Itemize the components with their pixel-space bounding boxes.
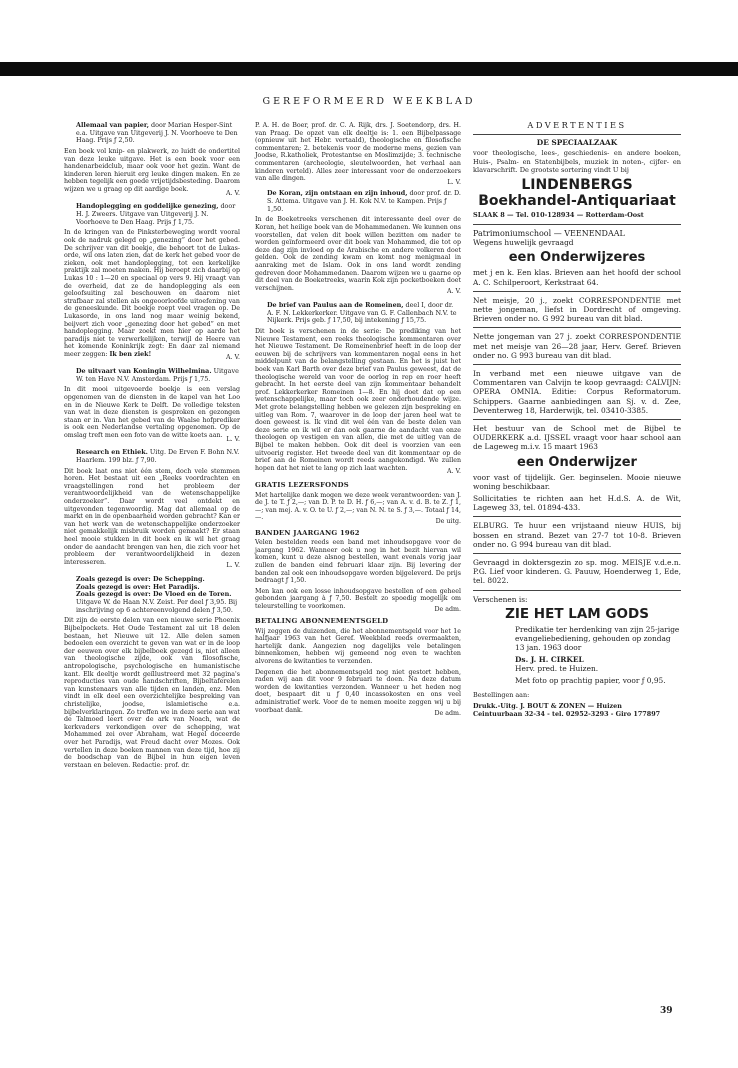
review-zoals-gezegd [64,576,240,769]
review-text: Dit boek is verschenen in de serie: De prediking van het Nieuwe Testament, een reeks theologische kommentaren over het Nieuwe Testament. De Romeinenbrief heeft in de loop der eeuwen bij de schrijvers van kommentaren nogal eens in het middelpunt van de belangstelling gestaan. En het is juist het boek van Karl Barth over deze brief van Paulus geweest, dat de theologische wereld van voor de oorlog in rep en roer heeft gebracht. In het eerste deel van zijn kommentaar behandelt prof. Lekkerkerker Romeinen 1—8. En hij doet dat op een wetenschappelijke, maar toch ook zeer onderhoudende wijze. Met grote belangstelling hebben we gelezen zijn bespreking en uitleg van Rom. 7, waarover in de loop der jaren heel wat te doen geweest is. Ik vind dit wel één van de beste delen van deze serie en ik wil er dan ook gaarne de aandacht van onze theologen op vestigen en van allen, die met de uitleg van de Bijbel te maken hebben. Ook dit deel is voorzien van een uitvoerig register. Het tweede deel van dit kommentaar op de brief aan de Romeinen wordt reeds aangekondigd. We zullen hopen dat het niet te lang op zich laat wachten. [255,328,461,472]
ad-shop-subtitle: Boekhandel-Antiquariaat [478,193,676,210]
section-heading-banden: BANDEN JAARGANG 1962 [255,528,360,537]
review-signature: A. V. [447,468,461,476]
review-signature: L. V. [226,562,240,570]
ad-heading: een Onderwijzer [517,454,637,470]
divider [473,224,681,225]
divider [473,553,681,554]
review-meta: door Marian Hesper-Sint e.a. Uitgave van Uitgeverij J. N. Voorhoeve te Den Haag. Prijs ƒ 2,50. [76,121,238,145]
ad-address: SLAAK 8 — Tel. 010-128934 — Rotterdam-Oost [473,211,644,220]
ad-extra: Met foto op prachtig papier, voor ƒ 0,95. [515,675,666,685]
ad-heading: een Onderwijzeres [508,250,646,266]
review-text-end: Ik ben ziek! [109,350,152,358]
review-meta: Uitgave W. de Haan N.V. Zeist. Per deel ƒ 3,95. Bij inschrijving op 6 achtereenvolgend delen ƒ 3,50. [76,598,238,614]
column-2 [255,122,461,722]
ad-text: voor theologische, lees-, geschiedenis- en andere boeken, Huis-, Psalm- en Statenbijbels, muziek in noten-, cijfer- en klavarschrift. De grootste sortering vindt U bij [473,149,681,174]
ad-heading: ZIE HET LAM GODS [505,605,649,622]
section-signature: De adm. [434,710,461,718]
ad-printer-contact: Ceintuurbaan 32-34 - tel. 02952-3293 - Giro 177897 [473,710,661,719]
ad-zie-het-lam-gods [473,595,681,718]
column-1 [64,122,240,775]
review-title-2: Zoals gezegd is over: Het Paradijs. [76,582,200,591]
divider [473,590,681,591]
review-title: Research en Ethiek. [76,448,148,457]
section-text: Wij zeggen de duizenden, die het abonnementsgeld voor het 1e halfjaar 1963 van het Geref. Weekblad reeds overmaakten, hartelijk dank. Aangezien nog dagelijks vele betalingen binnenkomen, hebben wij gemeend nog even te wachten alvorens de kwitanties te verzenden. [255,627,461,666]
review-signature: A. V. [226,189,240,197]
review-text: Dit boek laat ons niet één stem, doch vele stemmen horen. Het bestaat uit een „Reeks voordrachten en vraagstellingen rond het probleem der verantwoordelijkheid van de wetenschappelijke onderzoeker”. Daar wordt veel ontdekt en uitgevonden tegenwoordig. Mag dat allemaal op de markt en in de openbaarheid worden gebracht? Kan er van het werk van de wetenschappelijke onderzoeker niet gemakkelijk misbruik worden gemaakt? Er staan heel mooie stukken in dit boek en ik wil het graag onder de aandacht brengen van hen, die zich voor het probleem der verantwoordelijkheid in dezen interesseren. [64,467,240,566]
ad-text: met j en k. Een klas. Brieven aan het hoofd der school A. C. Schilperoort, Kerkstraat 64. [473,268,681,287]
review-meta: door H. J. Zweers. Uitgave van Uitgeverij J. N. Voorhoeve te Den Haag. Prijs ƒ 1,75. [76,202,236,226]
ad-text: Sollicitaties te richten aan het H.d.S. A. de Wit, Lageweg 33, tel. 01894-433. [473,494,681,513]
review-title-1: Zoals gezegd is over: De Schepping. [76,574,205,583]
divider [473,516,681,517]
divider [473,419,681,420]
ad-correspondentie-jongeman: Nette jongeman van 27 j. zoekt CORRESPONDENTIE met net meisje van 26—28 jaar, Herv. Geref. Brieven onder no. G 993 bureau van dit blad. [473,332,681,360]
ad-heading: DE SPECIAALZAAK [536,137,618,147]
review-romeinen [255,302,461,476]
top-black-bar [0,62,738,76]
ad-doktersgezin: Gevraagd in doktersgezin zo sp. mog. MEISJE v.d.e.n. P.G. Lief voor kinderen. G. Pauuw, Hoenderweg 1, Ede, tel. 8022. [473,558,681,586]
review-meta: Uitgave W. ten Have N.V. Amsterdam. Prijs ƒ 1,75. [76,367,239,383]
ad-shop-name: LINDENBERGS [521,177,633,194]
review-signature: A. V. [447,288,461,296]
review-signature: L. V. [447,178,461,186]
ad-orders-label: Bestellingen aan: [473,691,530,700]
ad-text: Predikatie ter herdenking van zijn 25-jarige evangeliebediening, gehouden op zondag 13 jan. 1963 door [515,624,680,653]
review-allemaal-van-papier [64,122,240,197]
ad-text: voor vast of tijdelijk. Ger. beginselen. Mooie nieuwe woning beschikbaar. [473,472,681,491]
running-title: GEREFORMEERD WEEKBLAD [262,96,476,107]
review-meta: door prof. dr. D. S. Attema. Uitgave van J. H. Kok N.V. te Kampen. Prijs ƒ 1,50. [267,189,461,213]
ad-intro: Verschenen is: [473,594,528,604]
ad-line: Wegens huwelijk gevraagd [473,238,574,248]
divider [473,291,681,292]
ad-text: Het bestuur van de School met de Bijbel te OUDERKERK a.d. IJSSEL vraagt voor haar school aan de Lageweg m.i.v. 15 maart 1963 [473,424,681,452]
review-text: In de kringen van de Pinksterbeweging wordt vooral ook de nadruk gelegd op „genezing” door het gebed. De schrijver van dit boekje, die behoort tot de Lukas-orde, wil ons laten zien, dat de kerk het gebed voor de zieken, ook met handoplegging, tot een kerkelijke praktijk zal moeten maken. Hij beroept zich daarbij op Lukas 10 : 1—20 en speciaal op vers 9. Hij vraagt van de overheid, dat ze de handoplegging als een geloofsuiting zal beschouwen en daarom niet strafbaar zal stellen als ongeoorloofde uitoefening van de geneeskunde. Dit boekje roept veel vragen op. De Lukasorde, in ons land nog maar weinig bekend, beijvert zich voor „genezing door het gebed” en met handoplegging. Maar zoekt men hier op aarde het paradijs niet te verwerkelijken, terwijl de Heere van het komende Koninkrijk zegt: En daar zal niemand meer zeggen: [64,229,240,358]
divider [473,327,681,328]
review-signature: L. V. [226,435,240,443]
review-meta: deel I, door dr. A. F. N. Lekkerkerker. Uitgave van G. F. Callenbach N.V. te Nijkerk. Prijs geb. ƒ 17,50, bij intekening ƒ 15,75. [267,300,457,325]
review-title: De uitvaart van Koningin Wilhelmina. [76,367,212,376]
section-heading-abonnementsgeld: BETALING ABONNEMENTSGELD [255,617,389,626]
section-text: Degenen die het abonnementsgeld nog niet gestort hebben, raden wij aan dit voor 9 februari te doen. Na deze datum worden de kwitanties verzonden. Wanneer u het heden nog doet, bespaart dit u ƒ 0,40 incassokosten en ons veel administratief werk. Voor de te nemen moeite zeggen wij u bij voorbaat dank. [255,668,461,714]
ad-author-role: Herv. pred. te Huizen. [515,663,599,673]
review-meta: Uitg. De Erven F. Bohn N.V. Haarlem. 199 blz. ƒ 7,90. [76,448,240,464]
ad-elburg: ELBURG. Te huur een vrijstaand nieuw HUIS, bij bossen en strand. Bezet van 27-7 tot 10-8. Brieven onder no. G 994 bureau van dit blad. [473,521,681,549]
page-number: 39 [660,1006,673,1016]
review-signature: A. V. [226,354,240,362]
ad-patrimoniumschool [473,229,681,287]
review-title-3: Zoals gezegd is over: De Vloed en de Toren. [76,590,232,599]
ad-lindenbergs [473,139,681,220]
section-heading-lezersfonds: GRATIS LEZERSFONDS [255,480,349,489]
divider [473,364,681,365]
review-uitvaart [64,368,240,443]
advertisements-heading: ADVERTENTIES [527,120,627,130]
ad-author: Ds. J. H. CIRKEL [515,654,584,664]
review-text: Een boek vol knip- en plakwerk, zo luidt de ondertitel van deze leuke uitgave. Het is een boek voor een handenarbeidclub, maar ook voor het gezin. Want de kinderen leren hieruit erg leuke dingen maken. En ze hebben tegelijk een goede vrijetijdsbesteding. Daarom wijzen we u graag op dit aardige boek. [64,148,240,194]
ad-printer: Drukk.-Uitg. J. BOUT & ZONEN — Huizen [473,702,622,711]
section-signature: De adm. [434,606,461,614]
review-continuation-text: P. A. H. de Boer, prof. dr. C. A. Rijk, drs. J. Soetendorp, drs. H. van Praag. De opzet van elk deeltje is: 1. een Bijbelpassage (opnieuw uit het Hebr. vertaald), theologische en filosofische commentaren; 2. betekenis voor de moderne mens, gezien van Joodse, R.katholiek, Protestantse en Moslimzijde; 3. technische commentaren (archeologie, sleutelwoorden, het verhaal aan kinderen verteld). Alles zeer interessant voor de onderzoekers van alle dingen. [255,122,461,183]
review-title: Handoplegging en goddelijke genezing, [76,202,219,211]
ad-correspondentie-meisje: Net meisje, 20 j., zoekt CORRESPONDENTIE met nette jongeman, liefst in Dordrecht of omgeving. Brieven onder no. G 992 bureau van dit blad. [473,295,681,324]
review-title: De Koran, zijn ontstaan en zijn inhoud, [267,189,408,198]
review-koran [255,190,461,296]
section-text: Men kan ook een losse inhoudsopgave bestellen of een geheel gebonden jaargang à ƒ 7,50. Bestelt zo spoedig mogelijk om teleurstelling te voorkomen. [255,587,461,610]
column-advertisements [473,122,681,722]
review-text: In de Boeketreeks verschenen dit interessante deel over de Koran, het heilige boek van de Mohammedanen. We kunnen ons voorstellen, dat velen dit boek willen bezitten om nader te worden geïnformeerd over dit boek van Mohammed, die tot op deze dag zijn invloed op de Arabische en andere volkeren doet gelden. Ook de zending kwam en komt nog menigmaal in aanraking met de Islam. Ook in ons land wordt zending gedreven door Mohammedanen. Daarom wijzen we u gaarne op dit deel van de Boeketreeks, waarin Kok zijn pocketboeken doet verschijnen. [255,216,461,292]
section-text: Met hartelijke dank mogen we deze week verantwoorden: van J. de J. te T. ƒ 2,—; van D. P. te D. H. ƒ 6,—; van A. v. d. B. te Z. ƒ 1,—; van mej. A. v. O. te U. ƒ 2,—; van N. N. te S. ƒ 3,—. Totaal ƒ 14,—. [255,491,461,522]
review-text: In dit mooi uitgevoerde boekje is een verslag opgenomen van de diensten in de kapel van het Loo en in de Nieuwe Kerk te Delft. De volledige teksten van wat in deze diensten is gesproken en gezongen staan er in. Van het gebed van de Waalse hofprediker is ook een Nederlandse vertaling opgenomen. Op de omslag treft men een foto van de witte koets aan. [64,386,240,440]
review-title: Allemaal van papier, [76,121,149,129]
ad-line: Patrimoniumschool — VEENENDAAL [473,229,625,238]
review-research-en-ethiek [64,449,240,570]
ad-school-ouderkerk [473,424,681,512]
review-title: De brief van Paulus aan de Romeinen, [267,300,404,309]
ad-calvijn: In verband met een nieuwe uitgave van de Commentaren van Calvijn te koop gevraagd: CALVIJN: OPERA OMNIA. Editie: Corpus Reformatorum. Schippers. Gaarne aanbiedingen aan Sj. v. d. Zee, Deventerweg 18, Harderwijk, tel. 03410-3385. [473,369,681,415]
review-text: Dit zijn de eerste delen van een nieuwe serie Phoenix Bijbelpockets. Het Oude Testament zal uit 18 delen bestaan, het Nieuwe uit 12. Alle delen samen bedoelen een overzicht te geven van wat er in de loop der eeuwen over elk bijbelboek gezegd is, niet alleen van theologische zijde, ook van filosofische, antropologische, psychologische en humanistische kant. Elk deeltje wordt geïllustreerd met 32 pagina's reproducties van oude handschriften, Bijbeltaferelen van kunstenaars van alle tijden en landen, enz. Men vindt in elk deel een overzichtelijke bespreking van christelijke, joodse, islamietische e.a. bijbelverklaringen. Zo treffen we in deze serie aan wat de Talmoed leert over de ark van Noach, wat de kerkvaders verkondigen over de schepping, wat Mohammed zei over Abraham, wat Hegel doceerde over het Paradijs, wat Freud dacht over Mozes. Ook vertellen in deze boeken mannen van deze tijd, hoe zij de boodschap van de Bijbel in hun eigen leven verstaan en beleven. Redactie: prof. dr. [64,617,240,769]
section-signature: De uitg. [435,517,461,525]
review-handoplegging [64,203,240,362]
divider [473,134,681,135]
section-text: Velen bestelden reeds een band met inhoudsopgave voor de jaargang 1962. Wanneer ook u nog in het bezit hiervan wil komen, kunt u deze alsnog bestellen, want evenals vorig jaar zullen de banden eind februari klaar zijn. Bij levering der banden zal ook een inhoudsopgave worden bijgeleverd. De prijs bedraagt ƒ 1,50. [255,539,461,585]
